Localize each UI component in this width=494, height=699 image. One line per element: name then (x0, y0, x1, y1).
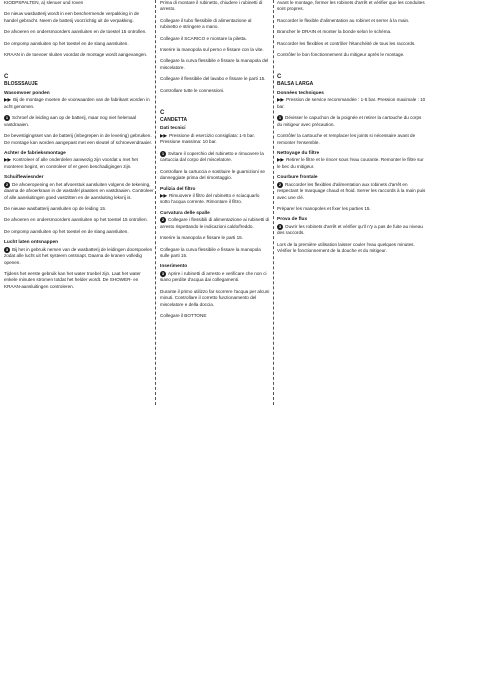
subheading: Inserimento (160, 264, 188, 270)
subheading: Prova de flux (277, 217, 308, 223)
column-divider (273, 0, 274, 405)
paragraph: Prima di montare il rubinetto, chiudere i rubinetti di arresto. (160, 0, 263, 12)
paragraph: Controllare la cartuccia e sostituire le guarnizioni se danneggiate prima del rimontaggio. (160, 168, 265, 181)
subheading: Schuiflewiesnder (4, 175, 44, 181)
paragraph: Durante il primo utilizzo far scorrere l'acqua per alcuni minuti. Controllare il corretto funzionamento del miscelatore e della doccia. (160, 288, 270, 307)
arrow-icon: ▶▶ (4, 97, 12, 103)
step-number-icon: 2 (5, 181, 9, 187)
paragraph: ▶▶ Kontroleer of alle onderdelen aanwezig zijn voordat u met het monteren begint, en controleer of er geen beschadigingen zijn. (4, 157, 138, 169)
paragraph: ▶▶ Pressione di esercizio consigliata: 1-5 bar. Pressione massima: 10 bar. (160, 132, 255, 145)
language-code: C (160, 110, 165, 117)
step: 3 Aprire i rubinetti di arresto e verificare che non ci siano perdite d'acqua dai collegamenti. (160, 270, 267, 283)
paragraph: ▶▶ Pression de service recommandée : 1-5 bar. Pression maximale : 10 bar. (277, 97, 426, 109)
step-number-icon: 2 (161, 217, 165, 223)
subheading: Pulizia del filtro (160, 186, 196, 192)
paragraph: Inserire la manopola sul perno e fissare con la vite. (160, 47, 264, 53)
paragraph: KRAAN in de toevoer sluiten voordat de montage wordt aangevangen. (4, 52, 148, 58)
language-code: C (277, 74, 282, 81)
paragraph: Lors de la première utilisation laisser couler l'eau quelques minutes. Vérifier le fonctionnement de la douche et du mitigeur. (277, 241, 415, 254)
language-code: C (4, 74, 9, 81)
arrow-icon: ▶▶ (4, 157, 12, 163)
step-number-icon: 1 (161, 150, 165, 156)
arrow-icon: ▶▶ (277, 157, 285, 163)
paragraph: Collegare la curva flessibile e fissare la manopola del miscelatore. (160, 58, 269, 70)
step: 1 Svitare il coperchio del rubinetto e rimuovere la cartuccia dal corpo del miscelatore. (160, 150, 264, 163)
paragraph: Collegare il flessibile del lavabo e fissare le parti 15. (160, 76, 266, 82)
subheading: Curvatura delle spalle (160, 210, 210, 216)
step: 2 Raccorder les flexibles d'alimentation aux robinets d'arrêt en respectant le marquage chaud et froid. Serrer les raccords à la main puis avec une clé. (277, 181, 426, 200)
paragraph: Inserire la manopola e fissare le parti 15. (160, 235, 243, 241)
paragraph: Préparer les manopoles et fixer les parties 15. (277, 205, 371, 211)
paragraph: De nieuw wasbatterij wordt in een beschermende verpakking in de handel gebracht. Neem de batterij voorzichtig uit de verpakking. (4, 11, 140, 23)
step-number-icon: 3 (278, 223, 282, 229)
paragraph: Tijdens het eerste gebruik kan het water troebel zijn. Laat het water enkele minuten stromen totdat het helder wordt. De SHOWER- en KRAAN-aansluitingen controleren. (4, 271, 141, 289)
paragraph: De bevestigingsset van de batterij (inbegrepen in de levering) gebruiken. De montage kan worden aangepast met een sleutel of schroevendraaier. (4, 133, 153, 145)
paragraph: Brancher le DRAIN et monter la bonde selon le schéma. (277, 29, 392, 35)
step-number-icon: 1 (278, 115, 282, 121)
section-title: CANDETTA (160, 117, 188, 124)
paragraph: Raccorder les flexibles et contrôler l'étanchéité de tous les raccords. (277, 40, 416, 46)
paragraph: De afvoeren en ondersmoorders aansluiten en de toestel 15 ontrollen. (4, 29, 147, 35)
paragraph: KIODPSPALTEN, a) slenuer und roven (4, 0, 84, 5)
subheading: Wasomvoer ponden (4, 90, 50, 96)
paragraph: De afvoeren en ondersmoorders aansluiten op het toestel 15 ontrollen. (4, 217, 148, 223)
column-dutch (4, 0, 154, 400)
paragraph: ▶▶ Rimuovere il filtro del rubinetto e sciacquarlo sotto l'acqua corrente. Rimontare il filtro. (160, 192, 260, 205)
step: 3 Bij het in gebruik nemen van de wasbatterij de leidingen doorspoelen zodat alle lucht uit het systeem ontsnapt. Daarna de kranen volledig openen. (4, 246, 153, 265)
step: 2 Collegare i flessibili di alimentazione ai rubinetti di arresto rispettando le indicazioni caldo/freddo. (160, 217, 270, 229)
paragraph: De ompomp aansluiten op het toestel en de slang aansluiten. (4, 228, 129, 234)
subheading: Dati tecnici (160, 126, 186, 132)
step: 2 De afvoeropening en het afvoerstuk aansluiten volgens de tekening, daarna de afvoerkraan in de wastafel plaatsen en vastdraaien. Controleer of alle aansluitingen goed vastzitten en de aansluiting lekvrij is. (4, 181, 154, 200)
step-number-icon: 3 (5, 246, 9, 252)
paragraph: Contrôler la cartouche et remplacer les joints si nécessaire avant de remonter l'ensemble. (277, 133, 416, 145)
paragraph: ▶▶ Retirer le filtre et le rincer sous l'eau courante. Remonter le filtre sur le bec du mitigeur. (277, 157, 424, 169)
paragraph: Collegare il tubo flessibile di alimentazione al rubinetto e stringere a mano. (160, 17, 252, 30)
paragraph: Raccorder le flexible d'alimentation au robinet et serrer à la main. (277, 17, 410, 23)
arrow-icon: ▶▶ (160, 192, 168, 198)
paragraph: Collegare il BOTTONE (160, 313, 207, 319)
paragraph: Contrôler le bon fonctionnement du mitigeur après le montage. (277, 52, 405, 58)
section-title: BLOSSSAUJE (4, 81, 38, 88)
step: 3 Ouvrir les robinets d'arrêt et vérifier qu'il n'y a pas de fuite au niveau des raccords. (277, 223, 423, 236)
arrow-icon: ▶▶ (277, 97, 285, 103)
column-french (277, 0, 427, 400)
paragraph: Collegare la curva flessibile e fissare la manopola sulle parti 15. (160, 246, 261, 258)
column-italian (160, 0, 270, 400)
paragraph: Collegare il SCARICO e montare la piletta. (160, 35, 247, 41)
step-number-icon: 2 (278, 181, 282, 187)
paragraph: De ompomp aansluiten op het toestel en de slang aansluiten. (4, 40, 129, 46)
subheading: Courbure frontale (277, 175, 318, 181)
step: 1 Dévisser le capuchon de la poignée et retirer la cartouche du corps du mitigeur avec précaution. (277, 115, 422, 127)
step-number-icon: 1 (5, 115, 9, 121)
paragraph: De nieuwe wasbatterij aansluiten op de leiding 15. (4, 205, 107, 211)
subheading: Achter de fabrieksmontage (4, 150, 66, 156)
paragraph: ▶▶ Bij de montage moeten de voorwaarden van de fabrikant worden in acht genomen. (4, 97, 150, 109)
arrow-icon: ▶▶ (160, 132, 168, 138)
column-divider (155, 0, 156, 405)
step: 1 Schroef de leiding aan op de batterij, maar nog niet helemaal vastdraaien. (4, 115, 137, 127)
subheading: Données techniques (277, 90, 324, 96)
section-title: BALSA LARGA (277, 81, 314, 88)
paragraph: Controllare tutte le connessioni. (160, 87, 225, 93)
subheading: Lucht laten ontsnappen (4, 240, 59, 246)
subheading: Nettoyage du filtre (277, 150, 320, 156)
step-number-icon: 3 (161, 270, 165, 276)
paragraph: Avant le montage, fermer les robinets d'arrêt et vérifier que les conduites sont propres. (277, 0, 425, 12)
